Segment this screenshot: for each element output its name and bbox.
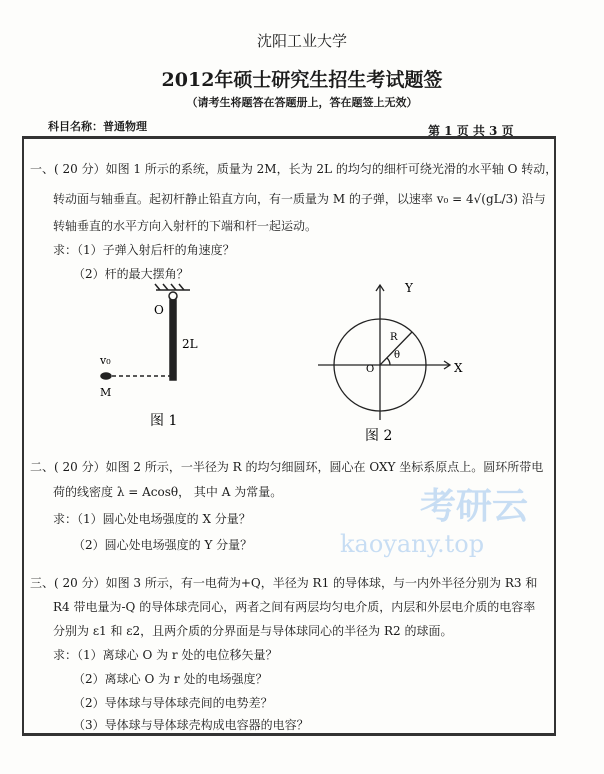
page-info: 第 1 页 共 3 页 bbox=[428, 124, 514, 138]
q3-line: （2）离球心 O 为 r 处的电场强度？ bbox=[73, 672, 268, 686]
q2-line: 荷的线密度 λ = Acosθ， 其中 A 为常量。 bbox=[53, 485, 283, 499]
fig1-caption: 图 1 bbox=[150, 413, 178, 429]
q2-line: 二、( 20 分）如图 2 所示，一半径为 R 的均匀细圆环，圆心在 OXY 坐标系原点上。圆环所带电 bbox=[30, 460, 544, 474]
fig1-o-label: O bbox=[154, 303, 164, 317]
q1-line: （2）杆的最大摆角？ bbox=[73, 267, 189, 281]
figures bbox=[90, 280, 490, 445]
fig2-theta-label: θ bbox=[394, 350, 401, 361]
q3-line: 求：（1）离球心 O 为 r 处的电位移矢量？ bbox=[53, 648, 278, 662]
q1-line: 转轴垂直的水平方向入射杆的下端和杆一起运动。 bbox=[53, 219, 318, 233]
fig2-x-label: X bbox=[454, 361, 463, 375]
fig2-r-label: R bbox=[390, 332, 398, 343]
q3-line: 分别为 ε1 和 ε2，且两介质的分界面是与导体球同心的半径为 R2 的球面。 bbox=[53, 624, 453, 638]
q1-line: 转动面与轴垂直。起初杆静止铅直方向，有一质量为 M 的子弹，以速率 v₀ = 4√(gL/3) 沿与 bbox=[53, 192, 546, 206]
q3-line: 三、( 20 分）如图 3 所示，有一电荷为+Q，半径为 R1 的导体球，与一内外半径分别为 R3 和 bbox=[30, 576, 538, 590]
fig2-caption: 图 2 bbox=[365, 428, 393, 444]
q1-line: 一、( 20 分）如图 1 所示的系统，质量为 2M，长为 2L 的均匀的细杆可绕光滑的水平轴 O 转动， bbox=[30, 162, 558, 176]
q3-line: （2）导体球与导体球壳间的电势差？ bbox=[73, 696, 273, 710]
fig1-length-label: 2L bbox=[182, 337, 198, 351]
subject-name: 科目名称：普通物理 bbox=[48, 120, 147, 133]
fig1-velocity-label: v₀ bbox=[100, 354, 111, 367]
fig1-mass-label: M bbox=[100, 386, 112, 399]
q3-line: R4 带电量为-Q 的导体球壳同心，两者之间有两层均匀电介质，内层和外层电介质的电容率 bbox=[53, 600, 536, 614]
q1-line: 求：（1）子弹入射后杆的角速度？ bbox=[53, 243, 235, 257]
q2-line: 求：（1）圆心处电场强度的 X 分量？ bbox=[53, 512, 251, 526]
fig2-y-label: Y bbox=[405, 281, 413, 295]
watermark-en: kaoyany.top bbox=[340, 530, 485, 558]
watermark-cn: 考研云 bbox=[420, 485, 529, 527]
figure-1 bbox=[101, 284, 190, 380]
exam-note: （请考生将题答在答题册上，答在题签上无效） bbox=[186, 96, 418, 109]
fig2-o-label: O bbox=[366, 364, 375, 375]
q2-line: （2）圆心处电场强度的 Y 分量？ bbox=[73, 538, 253, 552]
exam-title: 2012年硕士研究生招生考试题签 bbox=[161, 69, 443, 91]
school-name: 沈阳工业大学 bbox=[256, 32, 347, 50]
figure-2 bbox=[318, 285, 450, 420]
q3-line: （3）导体球与导体球壳构成电容器的电容？ bbox=[73, 718, 309, 732]
